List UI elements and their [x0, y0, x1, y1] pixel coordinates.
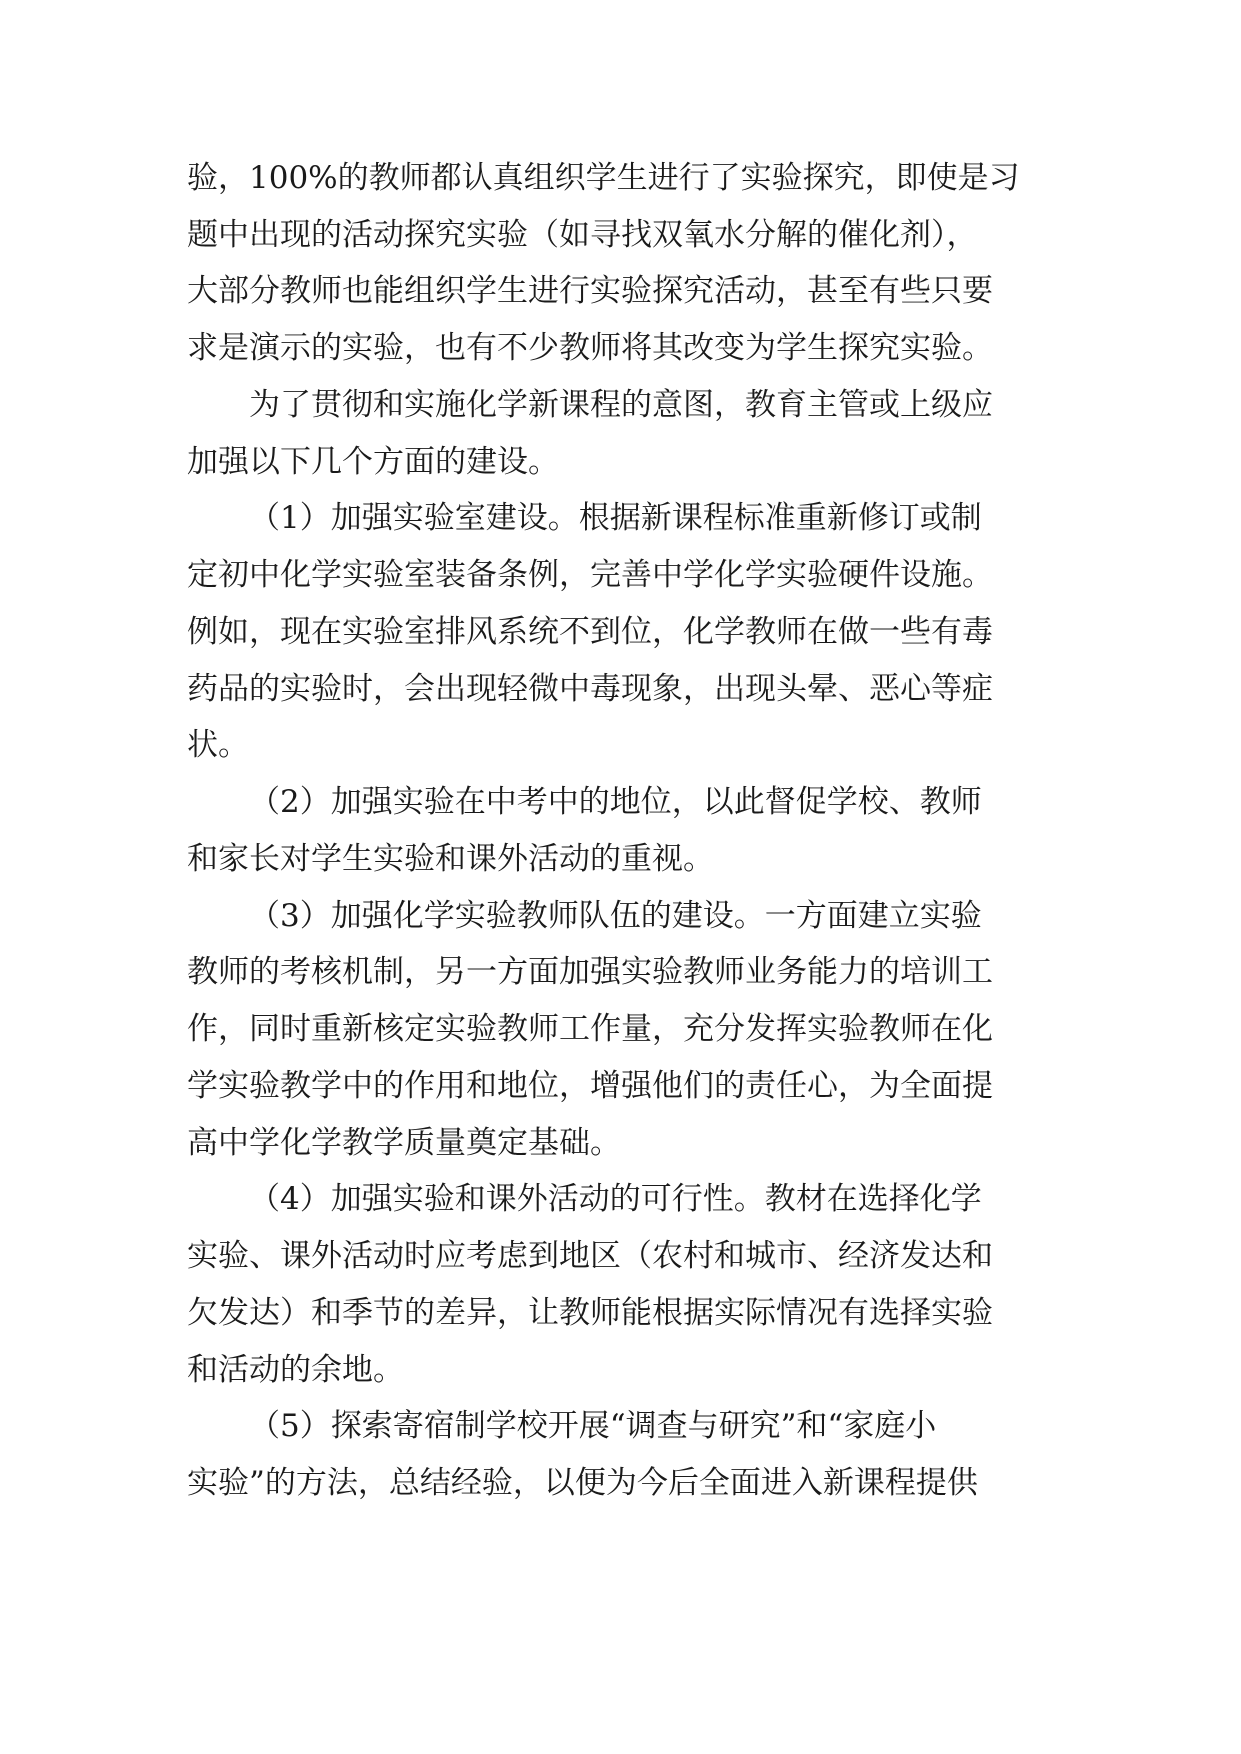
text-line: 药品的实验时，会出现轻微中毒现象，出现头晕、恶心等症: [187, 671, 993, 707]
paragraph-first-line: （4）加强实验和课外活动的可行性。教材在选择化学: [249, 1181, 982, 1217]
text-line: 和活动的余地。: [187, 1352, 404, 1388]
text-line: 实验、课外活动时应考虑到地区（农村和城市、经济发达和: [187, 1238, 993, 1274]
text-line: 教师的考核机制，另一方面加强实验教师业务能力的培训工: [187, 954, 993, 990]
text-line: 例如，现在实验室排风系统不到位，化学教师在做一些有毒: [187, 614, 993, 650]
text-line: 大部分教师也能组织学生进行实验探究活动，甚至有些只要: [187, 273, 993, 309]
text-line: 求是演示的实验，也有不少教师将其改变为学生探究实验。: [187, 330, 993, 366]
text-line: 验，100%的教师都认真组织学生进行了实验探究，即使是习: [187, 160, 1020, 196]
text-line: 题中出现的活动探究实验（如寻找双氧水分解的催化剂），: [187, 217, 978, 253]
text-line: 欠发达）和季节的差异，让教师能根据实际情况有选择实验: [187, 1295, 993, 1331]
text-line: 加强以下几个方面的建设。: [187, 444, 559, 480]
text-line: 作，同时重新核定实验教师工作量，充分发挥实验教师在化: [187, 1011, 993, 1047]
text-line: 状。: [187, 727, 249, 763]
text-line: 学实验教学中的作用和地位，增强他们的责任心，为全面提: [187, 1068, 993, 1104]
paragraph-first-line: （5）探索寄宿制学校开展“调查与研究”和“家庭小: [249, 1408, 937, 1444]
paragraph-first-line: （2）加强实验在中考中的地位，以此督促学校、教师: [249, 784, 982, 820]
text-line: 和家长对学生实验和课外活动的重视。: [187, 841, 714, 877]
text-line: 高中学化学教学质量奠定基础。: [187, 1125, 621, 1161]
paragraph-first-line: （3）加强化学实验教师队伍的建设。一方面建立实验: [249, 898, 982, 934]
paragraph-first-line: （1）加强实验室建设。根据新课程标准重新修订或制: [249, 500, 982, 536]
paragraph-first-line: 为了贯彻和实施化学新课程的意图，教育主管或上级应: [249, 387, 993, 423]
text-line: 定初中化学实验室装备条例，完善中学化学实验硬件设施。: [187, 557, 993, 593]
text-line: 实验”的方法，总结经验，以便为今后全面进入新课程提供: [187, 1465, 978, 1501]
